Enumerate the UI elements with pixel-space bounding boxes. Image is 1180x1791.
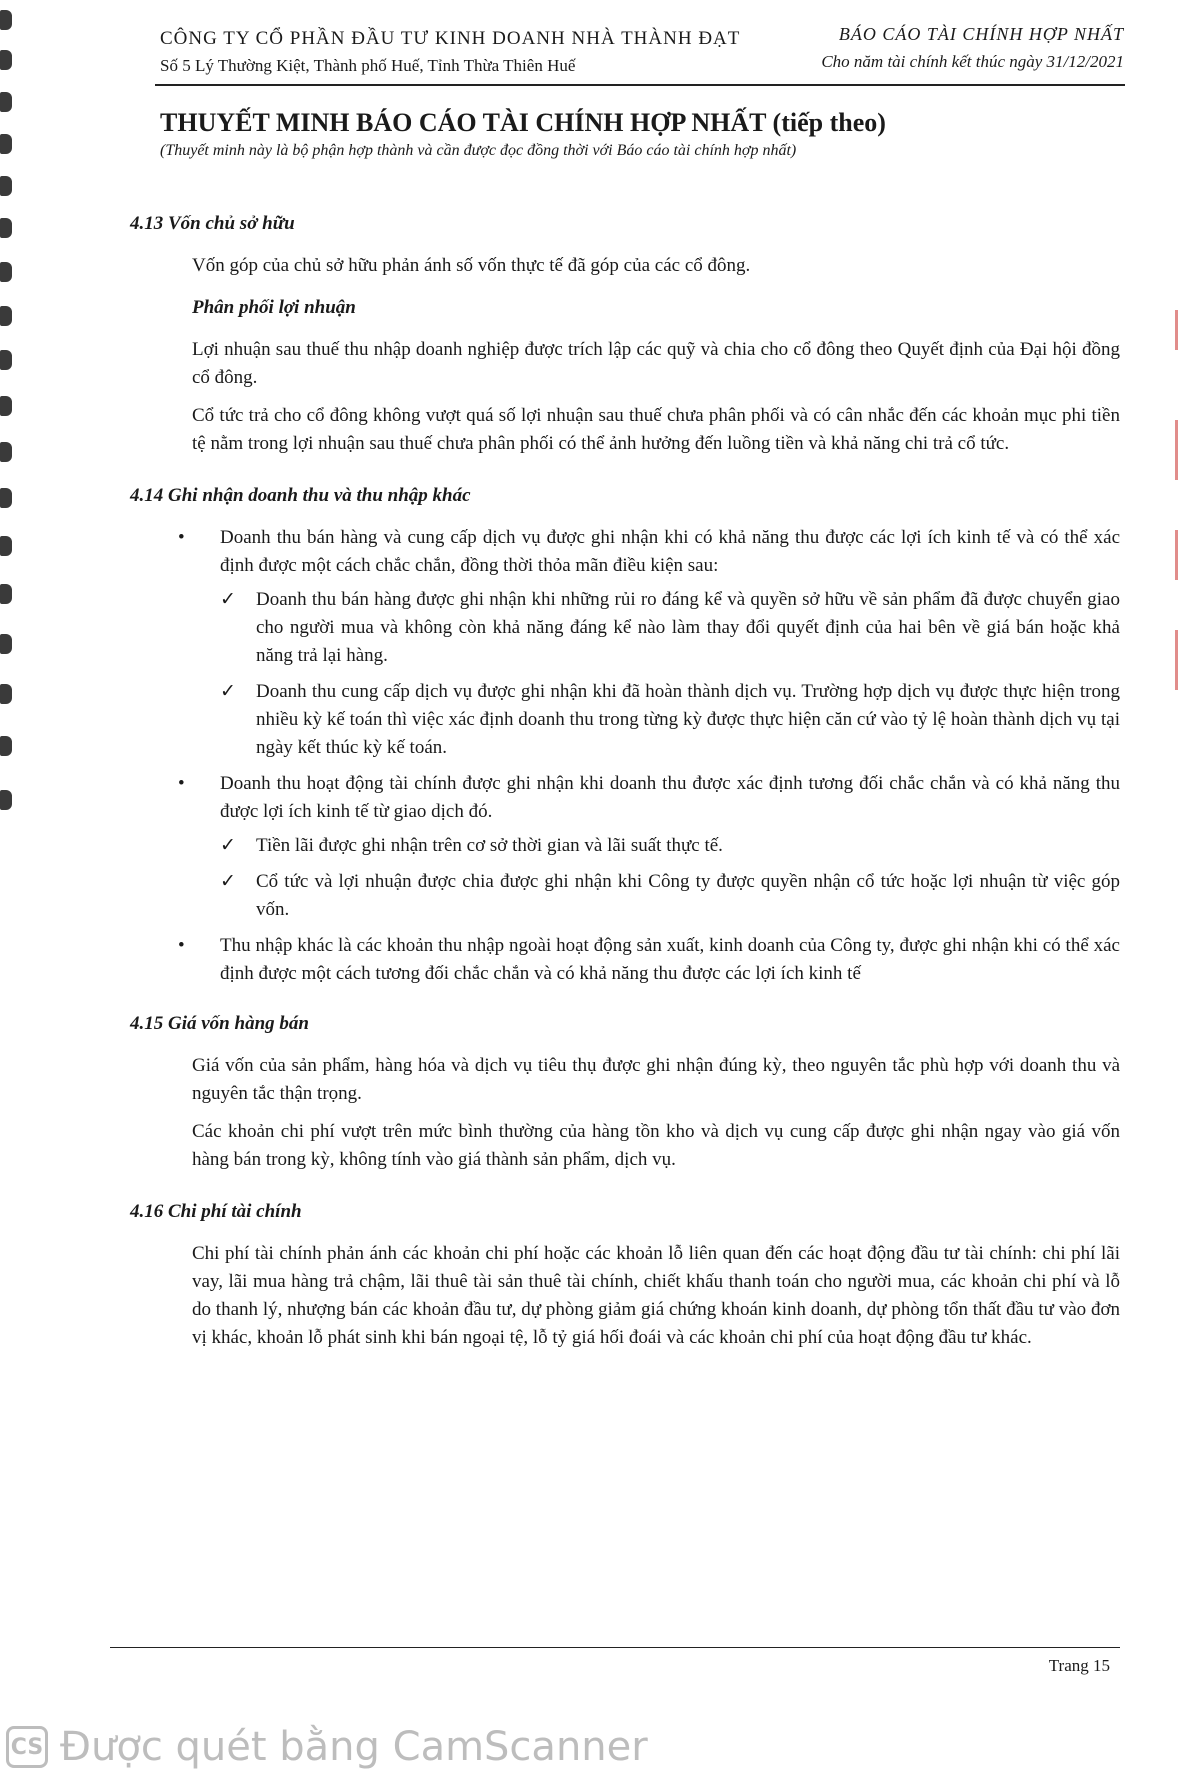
red-stamp-edge: [1166, 300, 1180, 720]
list-item: [130, 770, 1120, 924]
document-title: THUYẾT MINH BÁO CÁO TÀI CHÍNH HỢP NHẤT (tiếp theo): [160, 108, 886, 137]
paragraph: Chi phí tài chính phản ánh các khoản chi phí hoặc các khoản lỗ liên quan đến các hoạt động đầu tư tài chính: chi phí lãi vay, lãi mua hàng trả chậm, lãi thuê tài sản thuê tài chính, chiết khấu thanh toán cho người mua, các khoản chi phí và lỗ do thanh lý, nhượng bán các khoản đầu tư, dự phòng giảm giá chứng khoán kinh doanh, dự phòng tổn thất đầu tư vào đơn vị khác, khoản lỗ phát sinh khi bán ngoại tệ, lỗ tỷ giá hối đoái và các khoản chi phí của hoạt động đầu tư khác.: [192, 1243, 1120, 1348]
list-item-text: Cổ tức và lợi nhuận được chia được ghi nhận khi Công ty được quyền nhận cổ tức hoặc lợi nhuận từ việc góp vốn.: [256, 871, 1120, 920]
section-heading: 4.13 Vốn chủ sở hữu: [130, 213, 295, 234]
section-4-15: [130, 1010, 1120, 1174]
section-heading: 4.14 Ghi nhận doanh thu và thu nhập khác: [130, 485, 471, 506]
list-item: [220, 868, 1120, 924]
list-item-text: Doanh thu cung cấp dịch vụ được ghi nhận khi đã hoàn thành dịch vụ. Trường hợp dịch vụ được thực hiện trong nhiều kỳ kế toán thì việc xác định doanh thu trong từng kỳ được thực hiện căn cứ vào tỷ lệ hoàn thành dịch vụ tại ngày kết thúc kỳ kế toán.: [256, 681, 1120, 758]
checkmark-icon: ✓: [220, 681, 236, 702]
list-item-text: Doanh thu hoạt động tài chính được ghi nhận khi doanh thu được xác định tương đối chắc chắn và có khả năng thu được lợi ích kinh tế từ giao dịch đó.: [220, 773, 1120, 822]
document-body: [130, 210, 1120, 1362]
binding-holes: [0, 0, 14, 860]
checkmark-icon: ✓: [220, 589, 236, 610]
report-title: BÁO CÁO TÀI CHÍNH HỢP NHẤT: [838, 24, 1124, 44]
list-item-text: Doanh thu bán hàng được ghi nhận khi những rủi ro đáng kể và quyền sở hữu về sản phẩm đã được chuyển giao cho người mua và không còn khả năng đáng kể nào làm thay đổi quyết định của hai bên về giá bán hoặc khả năng trả lại hàng.: [256, 589, 1120, 666]
camscanner-watermark: [6, 1722, 648, 1772]
list-item: [220, 832, 1120, 860]
bullet-list: [130, 524, 1120, 988]
paragraph: Vốn góp của chủ sở hữu phản ánh số vốn thực tế đã góp của các cổ đông.: [192, 255, 751, 276]
paragraph: Các khoản chi phí vượt trên mức bình thường của hàng tồn kho và dịch vụ cung cấp được ghi nhận ngay vào giá vốn hàng bán trong kỳ, không tính vào giá thành sản phẩm, dịch vụ.: [192, 1121, 1120, 1170]
section-4-14: [130, 482, 1120, 988]
check-list: [220, 586, 1120, 762]
list-item: [220, 586, 1120, 670]
section-4-13: [130, 210, 1120, 458]
document-subtitle: (Thuyết minh này là bộ phận hợp thành và cần được đọc đồng thời với Báo cáo tài chính hợp nhất): [160, 142, 797, 159]
list-item-text: Tiền lãi được ghi nhận trên cơ sở thời gian và lãi suất thực tế.: [256, 835, 723, 856]
check-list: [220, 832, 1120, 924]
bullet-icon: •: [178, 935, 185, 956]
subsection-heading: Phân phối lợi nhuận: [192, 297, 356, 318]
bullet-icon: •: [178, 527, 185, 548]
checkmark-icon: ✓: [220, 835, 236, 856]
page-header: [160, 20, 1124, 82]
camscanner-logo-icon: CS: [6, 1726, 48, 1768]
footer-rule: [110, 1647, 1120, 1648]
checkmark-icon: ✓: [220, 871, 236, 892]
list-item: [130, 932, 1120, 988]
company-name: CÔNG TY CỔ PHẦN ĐẦU TƯ KINH DOANH NHÀ THÀNH ĐẠT: [160, 28, 741, 49]
list-item: [130, 524, 1120, 762]
paragraph: Lợi nhuận sau thuế thu nhập doanh nghiệp được trích lập các quỹ và chia cho cổ đông theo Quyết định của Đại hội đồng cổ đông.: [192, 339, 1120, 388]
section-heading: 4.15 Giá vốn hàng bán: [130, 1013, 309, 1034]
watermark-text: Được quét bằng CamScanner: [60, 1724, 648, 1770]
company-address: Số 5 Lý Thường Kiệt, Thành phố Huế, Tỉnh Thừa Thiên Huế: [160, 56, 576, 75]
list-item-text: Thu nhập khác là các khoản thu nhập ngoài hoạt động sản xuất, kinh doanh của Công ty, được ghi nhận khi có thể xác định được một cách tương đối chắc chắn và có khả năng thu được các lợi ích kinh tế: [220, 935, 1120, 984]
bullet-icon: •: [178, 773, 185, 794]
header-rule: [155, 84, 1125, 86]
section-4-16: [130, 1198, 1120, 1352]
list-item: [220, 678, 1120, 762]
paragraph: Giá vốn của sản phẩm, hàng hóa và dịch vụ tiêu thụ được ghi nhận đúng kỳ, theo nguyên tắc phù hợp với doanh thu và nguyên tắc thận trọng.: [192, 1055, 1120, 1104]
paragraph: Cổ tức trả cho cổ đông không vượt quá số lợi nhuận sau thuế chưa phân phối và có cân nhắc đến các khoản mục phi tiền tệ nằm trong lợi nhuận sau thuế chưa phân phối có thể ảnh hưởng đến luồng tiền và khả năng chi trả cổ tức.: [192, 405, 1120, 454]
list-item-text: Doanh thu bán hàng và cung cấp dịch vụ được ghi nhận khi có khả năng thu được các lợi ích kinh tế và có thể xác định được một cách chắc chắn, đồng thời thỏa mãn điều kiện sau:: [220, 527, 1120, 576]
report-period: Cho năm tài chính kết thúc ngày 31/12/2021: [821, 52, 1124, 71]
section-heading: 4.16 Chi phí tài chính: [130, 1201, 302, 1222]
page-number: Trang 15: [1048, 1656, 1110, 1675]
